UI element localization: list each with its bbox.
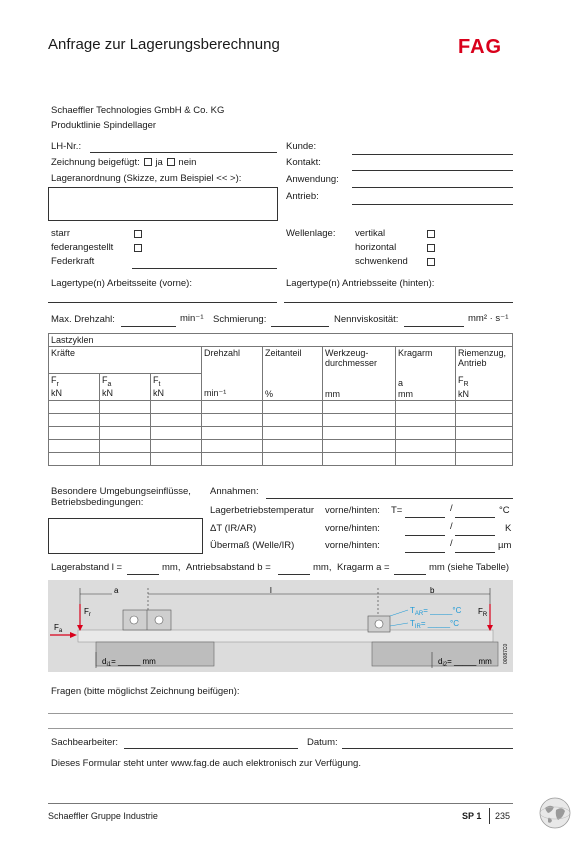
anwendung-label: Anwendung:	[286, 174, 339, 185]
antrieb-label: Antrieb:	[286, 191, 319, 202]
viskositaet-unit: mm² · s⁻¹	[468, 313, 509, 324]
federkraft-field[interactable]	[132, 268, 277, 269]
annahmen-label: Annahmen:	[210, 486, 259, 497]
uebermass-label: Übermaß (Welle/IR)	[210, 540, 295, 551]
datum-label: Datum:	[307, 737, 338, 748]
temp-vh: vorne/hinten:	[325, 505, 380, 516]
kragarm-field[interactable]	[394, 574, 426, 575]
lagerabstand-label: Lagerabstand l =	[51, 562, 123, 573]
viskositaet-field[interactable]	[404, 326, 464, 327]
d1-label: $d_{i1}=$ _____ mm	[102, 657, 156, 668]
lagertyp-antrieb-field[interactable]	[284, 302, 513, 303]
dim-b: b	[430, 586, 435, 595]
lh-nr-label: LH-Nr.:	[51, 141, 82, 152]
antriebsabstand-label: Antriebsabstand b =	[186, 562, 271, 573]
drehzahl-unit: min⁻¹	[180, 313, 204, 324]
ft-header: $F_t$ kN	[151, 374, 202, 401]
ja-checkbox[interactable]	[144, 158, 152, 166]
diagram-code: 00087C0	[503, 643, 509, 664]
fragen-label: Fragen (bitte möglichst Zeichnung beifügen):	[51, 686, 240, 697]
dim-l: l	[270, 586, 272, 595]
kraefte-header: Kräfte	[49, 347, 202, 374]
table-row	[49, 453, 513, 466]
lastzyklen-title: Lastzyklen	[49, 334, 513, 347]
wellenlage-label: Wellenlage:	[286, 228, 336, 239]
fragen-line-1[interactable]	[48, 713, 513, 714]
riemenzug-header: Riemenzug, Antrieb $F_R$ kN	[456, 347, 513, 401]
lageranordnung-sketch-box[interactable]	[48, 187, 278, 221]
antriebsabstand-unit: mm,	[313, 562, 332, 573]
force-fr-label: $F_r$	[84, 607, 91, 618]
d2-label: $d_{i2}=$ _____ mm	[438, 657, 492, 668]
lagerabstand-field[interactable]	[127, 574, 159, 575]
bearing-front	[123, 610, 171, 630]
schmierung-label: Schmierung:	[213, 314, 267, 325]
electronic-note: Dieses Formular steht unter www.fag.de auch elektronisch zur Verfügung.	[51, 758, 361, 769]
temp-ar-label: $T_{AR}=$ _____°C	[410, 606, 462, 617]
shaft	[78, 630, 493, 642]
fag-logo: FAG	[458, 36, 503, 58]
footer-section: SP 1	[462, 811, 482, 821]
lageranordnung-label: Lageranordnung (Skizze, zum Beispiel << >):	[51, 173, 242, 184]
fragen-line-2[interactable]	[48, 728, 513, 729]
dim-a: a	[114, 586, 119, 595]
lh-nr-field[interactable]	[90, 152, 277, 153]
force-fR-label: $F_R$	[478, 607, 488, 618]
schwenkend-label: schwenkend	[355, 256, 408, 267]
ja-label: ja	[155, 157, 163, 168]
dt-vh: vorne/hinten:	[325, 523, 380, 534]
kunde-label: Kunde:	[286, 141, 317, 152]
dt-slash: /	[450, 521, 453, 532]
horizontal-label: horizontal	[355, 242, 397, 253]
fr-header: $F_r$ kN	[49, 374, 100, 401]
umgebung-label-2: Betriebsbedingungen:	[51, 497, 144, 508]
dt-unit: K	[505, 523, 512, 534]
federangestellt-label: federangestellt	[51, 242, 114, 253]
table-row	[49, 427, 513, 440]
sachbearbeiter-label: Sachbearbeiter:	[51, 737, 119, 748]
drehzahl-label: Max. Drehzahl:	[51, 314, 115, 325]
product-line: Produktlinie Spindellager	[51, 120, 157, 131]
temp-slash: /	[450, 503, 453, 514]
anwendung-field[interactable]	[352, 187, 513, 188]
globe-icon	[538, 796, 572, 830]
lastzyklen-table	[48, 333, 513, 466]
drehzahl-field[interactable]	[121, 326, 176, 327]
starr-label: starr	[51, 228, 70, 239]
lagertyp-arbeit-field[interactable]	[48, 302, 277, 303]
werkzeug-header: Werkzeug- durchmesser mm	[323, 347, 396, 401]
kragarm-label: Kragarm a =	[337, 562, 390, 573]
uebermass-hinten-field[interactable]	[455, 552, 495, 553]
zeichnung-label: Zeichnung beigefügt:	[51, 157, 140, 168]
table-row	[49, 414, 513, 427]
datum-field[interactable]	[342, 748, 513, 749]
kragarm-unit: mm (siehe Tabelle)	[429, 562, 510, 573]
temp-T: T=	[391, 505, 403, 516]
force-fa-label: $F_a$	[54, 623, 63, 634]
viskositaet-label: Nennviskosität:	[334, 314, 399, 325]
drehzahl-header: Drehzahl min⁻¹	[202, 347, 263, 401]
annahmen-line	[266, 498, 513, 499]
bearing-rear	[368, 616, 390, 632]
nein-checkbox[interactable]	[167, 158, 175, 166]
kunde-field[interactable]	[352, 154, 513, 155]
kragarm-header: Kragarm a mm	[396, 347, 456, 401]
footer-separator	[489, 808, 490, 824]
spindle-diagram	[48, 580, 513, 672]
temp-hinten-field[interactable]	[455, 517, 495, 518]
nein-label: nein	[178, 157, 197, 168]
page-title: Anfrage zur Lagerungsberechnung	[48, 36, 280, 53]
vertikal-checkbox[interactable]	[427, 230, 435, 238]
footer-company: Schaeffler Gruppe Industrie	[48, 811, 158, 821]
horizontal-checkbox[interactable]	[427, 244, 435, 252]
umgebung-box[interactable]	[48, 518, 203, 554]
umgebung-label-1: Besondere Umgebungseinflüsse,	[51, 486, 191, 497]
kontakt-field[interactable]	[352, 170, 513, 171]
uebermass-slash: /	[450, 538, 453, 549]
dt-label: ΔT (IR/AR)	[210, 523, 257, 534]
table-row	[49, 440, 513, 453]
kontakt-label: Kontakt:	[286, 157, 321, 168]
fa-header: $F_a$ kN	[100, 374, 151, 401]
table-row	[49, 401, 513, 414]
temp-unit: °C	[499, 505, 510, 516]
uebermass-vh: vorne/hinten:	[325, 540, 380, 551]
lagerabstand-unit: mm,	[162, 562, 181, 573]
dt-hinten-field[interactable]	[455, 535, 495, 536]
zeitanteil-header: Zeitanteil %	[263, 347, 323, 401]
antriebsabstand-field[interactable]	[278, 574, 310, 575]
company-name: Schaeffler Technologies GmbH & Co. KG	[51, 105, 225, 116]
vertikal-label: vertikal	[355, 228, 386, 239]
uebermass-unit: µm	[498, 540, 512, 551]
federkraft-label: Federkraft	[51, 256, 95, 267]
schmierung-field[interactable]	[271, 326, 329, 327]
lagertyp-antrieb-label: Lagertype(n) Antriebsseite (hinten):	[286, 278, 435, 289]
footer-rule	[48, 803, 513, 804]
temp-ir-label: $T_{IR}=$ _____°C	[410, 619, 460, 630]
antrieb-field[interactable]	[352, 204, 513, 205]
footer-page: 235	[495, 811, 511, 821]
zeichnung-row	[51, 157, 196, 168]
sachbearbeiter-field[interactable]	[124, 748, 298, 749]
schwenkend-checkbox[interactable]	[427, 258, 435, 266]
starr-checkbox[interactable]	[134, 230, 142, 238]
temp-label: Lagerbetriebstemperatur	[210, 505, 315, 516]
lagertyp-arbeit-label: Lagertype(n) Arbeitsseite (vorne):	[51, 278, 192, 289]
federangestellt-checkbox[interactable]	[134, 244, 142, 252]
dt-vorne-field[interactable]	[405, 535, 445, 536]
temp-vorne-field[interactable]	[405, 517, 445, 518]
uebermass-vorne-field[interactable]	[405, 552, 445, 553]
